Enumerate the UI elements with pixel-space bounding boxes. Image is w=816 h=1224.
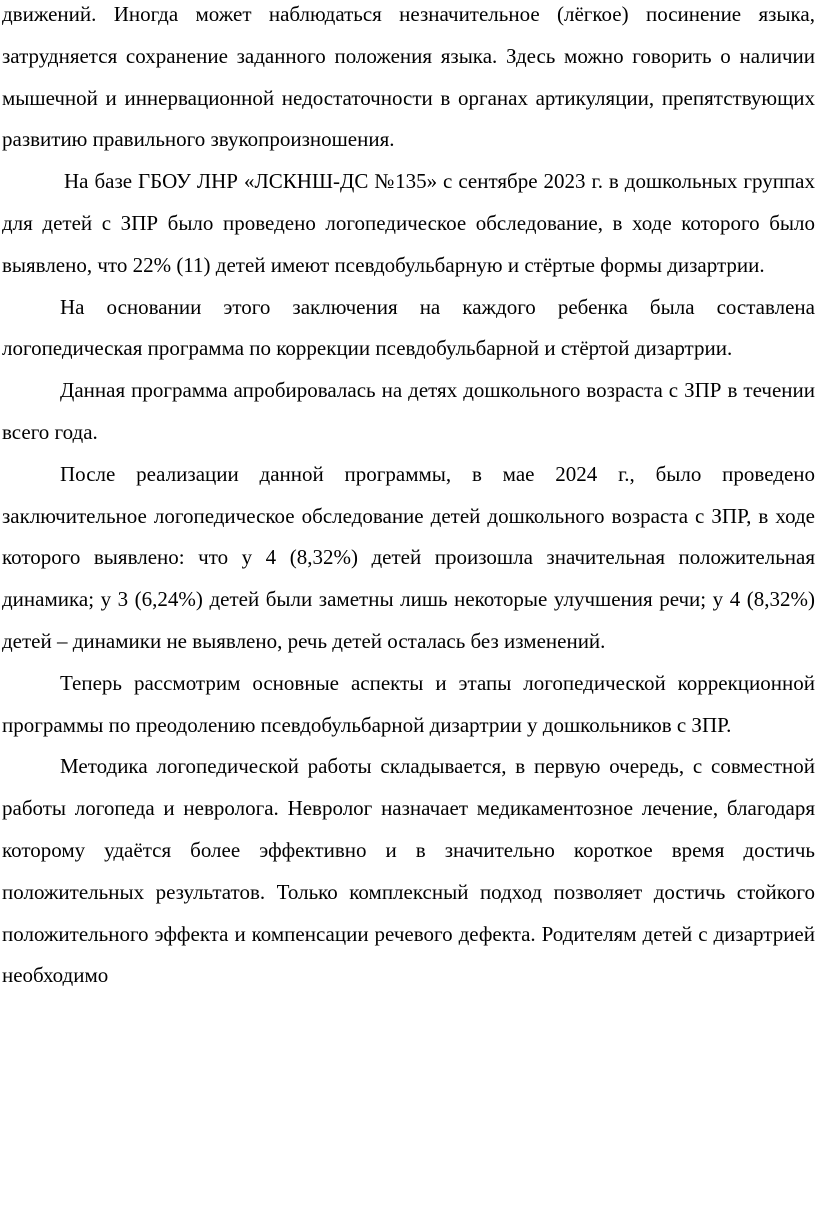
paragraph-methodology: Методика логопедической работы складывается, в первую очередь, с совместной работы логопеда и невролога. Невролог назначает медикаментозное лечение, благодаря которому удаётся более эффективно и в значительно короткое время достичь положительных результатов. Только комплексный подход позволяет достичь стойкого положительного эффекта и компенсации речевого дефекта. Родителям детей с дизартрией необходимо: [2, 754, 815, 988]
paragraph-continuation: движений. Иногда может наблюдаться незначительное (лёгкое) посинение языка, затрудняется сохранение заданного положения языка. Здесь можно говорить о наличии мышечной и иннервационной недостаточности в органах артикуляции, препятствующих развитию правильного звукопроизношения.: [2, 2, 815, 152]
paragraph-program-aspects: Теперь рассмотрим основные аспекты и этапы логопедической коррекционной программы по преодолению псевдобульбарной дизартрии у дошкольников с ЗПР.: [2, 670, 815, 737]
paragraph-survey-results: На базе ГБОУ ЛНР «ЛСКНШ-ДС №135» с сентябре 2023 г. в дошкольных группах для детей с ЗПР было проведено логопедическое обследование, в ходе которого было выявлено, что 22% (11) детей имеют псевдобульбарную и стёртые формы дизартрии.: [2, 169, 815, 277]
paragraph-program-compiled: На основании этого заключения на каждого ребенка была составлена логопедическая программа по коррекции псевдобульбарной и стёртой дизартрии.: [2, 294, 815, 361]
paragraph-final-survey: После реализации данной программы, в мае 2024 г., было проведено заключительное логопедическое обследование детей дошкольного возраста с ЗПР, в ходе которого выявлено: что у 4 (8,32%) детей произошла значительная положительная динамика; у 3 (6,24%) детей были заметны лишь некоторые улучшения речи; у 4 (8,32%) детей – динамики не выявлено, речь детей осталась без изменений.: [2, 461, 815, 653]
paragraph-program-tested: Данная программа апробировалась на детях дошкольного возраста с ЗПР в течении всего года.: [2, 378, 815, 444]
